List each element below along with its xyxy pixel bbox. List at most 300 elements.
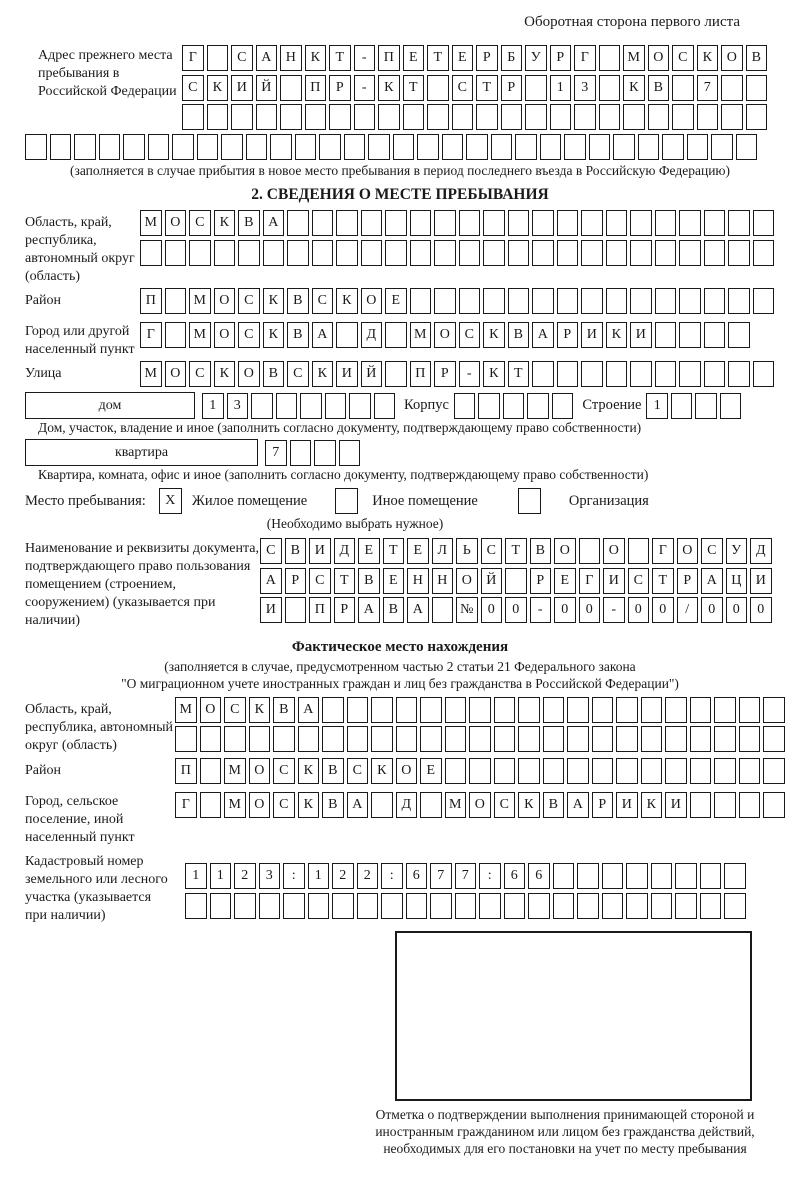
grid-cell[interactable] [231,104,253,130]
grid-cell[interactable]: О [200,697,222,723]
grid-cell[interactable] [728,361,750,387]
grid-cell[interactable]: С [287,361,309,387]
grid-cell[interactable] [459,240,481,266]
grid-cell[interactable]: В [530,538,552,564]
grid-cell[interactable] [256,104,278,130]
grid-cell[interactable] [200,726,222,752]
grid-cell[interactable]: Г [579,568,601,594]
grid-cell[interactable]: 0 [628,597,650,623]
grid-cell[interactable] [295,134,317,160]
grid-cell[interactable] [714,726,736,752]
grid-cell[interactable] [724,863,746,889]
grid-cell[interactable] [721,75,743,101]
grid-cell[interactable] [550,104,572,130]
grid-cell[interactable] [655,288,677,314]
grid-cell[interactable] [361,240,383,266]
grid-cell[interactable] [483,240,505,266]
grid-cell[interactable]: К [305,45,327,71]
grid-cell[interactable] [589,134,611,160]
grid-cell[interactable] [630,361,652,387]
grid-cell[interactable]: 0 [554,597,576,623]
grid-cell[interactable]: Е [420,758,442,784]
grid-cell[interactable] [746,104,768,130]
grid-cell[interactable]: В [508,322,530,348]
grid-cell[interactable] [704,288,726,314]
grid-cell[interactable] [393,134,415,160]
grid-cell[interactable]: К [207,75,229,101]
grid-cell[interactable]: О [469,792,491,818]
grid-cell[interactable] [200,792,222,818]
grid-cell[interactable] [675,863,697,889]
grid-cell[interactable]: Й [361,361,383,387]
grid-cell[interactable] [494,697,516,723]
grid-cell[interactable]: И [260,597,282,623]
grid-cell[interactable] [200,758,222,784]
grid-cell[interactable]: Е [407,538,429,564]
grid-cell[interactable] [336,240,358,266]
grid-cell[interactable]: О [648,45,670,71]
grid-cell[interactable] [357,893,379,919]
grid-cell[interactable] [459,210,481,236]
grid-cell[interactable]: Л [432,538,454,564]
grid-cell[interactable]: К [378,75,400,101]
grid-cell[interactable] [518,758,540,784]
grid-cell[interactable]: В [358,568,380,594]
grid-cell[interactable] [214,240,236,266]
grid-cell[interactable] [347,697,369,723]
grid-cell[interactable] [690,726,712,752]
grid-cell[interactable]: К [483,361,505,387]
grid-cell[interactable] [557,288,579,314]
grid-cell[interactable]: О [249,758,271,784]
grid-cell[interactable]: Н [407,568,429,594]
house-type-box[interactable]: дом [25,392,195,419]
grid-cell[interactable] [354,104,376,130]
grid-cell[interactable]: 0 [701,597,723,623]
grid-cell[interactable] [452,104,474,130]
grid-cell[interactable] [420,697,442,723]
grid-cell[interactable] [381,893,403,919]
grid-cell[interactable] [687,134,709,160]
grid-cell[interactable]: К [623,75,645,101]
grid-cell[interactable] [339,440,361,466]
grid-cell[interactable] [675,893,697,919]
grid-cell[interactable]: Р [530,568,552,594]
grid-cell[interactable] [567,726,589,752]
grid-cell[interactable] [711,134,733,160]
grid-cell[interactable]: К [298,792,320,818]
grid-cell[interactable] [479,893,501,919]
grid-cell[interactable] [739,758,761,784]
grid-cell[interactable] [336,210,358,236]
checkbox-residential[interactable]: X [159,488,182,514]
grid-cell[interactable] [704,361,726,387]
grid-cell[interactable]: Г [574,45,596,71]
grid-cell[interactable]: 0 [481,597,503,623]
grid-cell[interactable] [50,134,72,160]
grid-cell[interactable] [648,104,670,130]
grid-cell[interactable]: Р [501,75,523,101]
grid-cell[interactable] [552,393,574,419]
grid-cell[interactable]: А [532,322,554,348]
grid-cell[interactable]: Й [481,568,503,594]
grid-cell[interactable] [445,697,467,723]
grid-cell[interactable] [504,893,526,919]
grid-cell[interactable] [417,134,439,160]
grid-cell[interactable] [736,134,758,160]
grid-cell[interactable] [626,863,648,889]
grid-cell[interactable] [224,726,246,752]
grid-cell[interactable] [763,758,785,784]
grid-cell[interactable]: К [483,322,505,348]
grid-cell[interactable]: - [603,597,625,623]
grid-cell[interactable]: И [630,322,652,348]
grid-cell[interactable] [347,726,369,752]
grid-cell[interactable] [300,393,322,419]
grid-cell[interactable]: Н [280,45,302,71]
grid-cell[interactable] [287,240,309,266]
grid-cell[interactable] [290,440,312,466]
grid-cell[interactable] [325,393,347,419]
grid-cell[interactable] [662,134,684,160]
grid-cell[interactable]: П [309,597,331,623]
grid-cell[interactable]: Ц [726,568,748,594]
grid-cell[interactable]: С [701,538,723,564]
grid-cell[interactable] [466,134,488,160]
grid-cell[interactable] [491,134,513,160]
grid-cell[interactable] [567,697,589,723]
grid-cell[interactable] [739,726,761,752]
grid-cell[interactable] [298,726,320,752]
grid-cell[interactable] [469,697,491,723]
grid-cell[interactable]: О [603,538,625,564]
checkbox-organization[interactable] [518,488,541,514]
grid-cell[interactable]: С [628,568,650,594]
grid-cell[interactable] [197,134,219,160]
grid-cell[interactable] [251,393,273,419]
grid-cell[interactable]: К [214,361,236,387]
grid-cell[interactable] [172,134,194,160]
grid-cell[interactable] [74,134,96,160]
grid-cell[interactable]: Т [334,568,356,594]
grid-cell[interactable] [557,361,579,387]
grid-cell[interactable]: А [256,45,278,71]
grid-cell[interactable]: А [347,792,369,818]
grid-cell[interactable]: 1 [308,863,330,889]
grid-cell[interactable] [478,393,500,419]
grid-cell[interactable] [234,893,256,919]
grid-cell[interactable]: Т [383,538,405,564]
grid-cell[interactable]: О [677,538,699,564]
grid-cell[interactable] [543,758,565,784]
grid-cell[interactable]: Р [592,792,614,818]
grid-cell[interactable] [148,134,170,160]
grid-cell[interactable]: К [606,322,628,348]
grid-cell[interactable]: С [459,322,481,348]
grid-cell[interactable]: И [581,322,603,348]
grid-cell[interactable]: Т [652,568,674,594]
grid-cell[interactable] [525,75,547,101]
grid-cell[interactable]: Г [652,538,674,564]
grid-cell[interactable]: 3 [574,75,596,101]
grid-cell[interactable] [140,240,162,266]
grid-cell[interactable] [312,240,334,266]
grid-cell[interactable]: П [410,361,432,387]
grid-cell[interactable]: 0 [579,597,601,623]
grid-cell[interactable] [630,210,652,236]
grid-cell[interactable] [753,361,775,387]
grid-cell[interactable] [630,288,652,314]
checkbox-other-premises[interactable] [335,488,358,514]
grid-cell[interactable] [672,75,694,101]
grid-cell[interactable] [314,440,336,466]
grid-cell[interactable] [728,240,750,266]
grid-cell[interactable]: К [371,758,393,784]
grid-cell[interactable] [655,322,677,348]
grid-cell[interactable]: № [456,597,478,623]
grid-cell[interactable] [623,104,645,130]
grid-cell[interactable]: 0 [505,597,527,623]
grid-cell[interactable] [221,134,243,160]
grid-cell[interactable] [679,361,701,387]
grid-cell[interactable] [508,240,530,266]
grid-cell[interactable]: С [273,758,295,784]
grid-cell[interactable]: С [672,45,694,71]
grid-cell[interactable] [679,210,701,236]
grid-cell[interactable] [434,240,456,266]
grid-cell[interactable]: 0 [726,597,748,623]
grid-cell[interactable] [349,393,371,419]
grid-cell[interactable] [371,697,393,723]
grid-cell[interactable] [679,240,701,266]
grid-cell[interactable]: О [434,322,456,348]
grid-cell[interactable] [581,210,603,236]
grid-cell[interactable]: А [358,597,380,623]
grid-cell[interactable] [714,697,736,723]
grid-cell[interactable] [427,104,449,130]
grid-cell[interactable] [329,104,351,130]
grid-cell[interactable]: Д [396,792,418,818]
grid-cell[interactable]: Ь [456,538,478,564]
grid-cell[interactable] [403,104,425,130]
grid-cell[interactable]: Й [256,75,278,101]
grid-cell[interactable] [483,288,505,314]
grid-cell[interactable]: Е [383,568,405,594]
grid-cell[interactable] [641,758,663,784]
grid-cell[interactable] [606,361,628,387]
grid-cell[interactable]: С [231,45,253,71]
grid-cell[interactable]: К [697,45,719,71]
grid-cell[interactable]: В [285,538,307,564]
grid-cell[interactable]: 1 [210,863,232,889]
grid-cell[interactable] [305,104,327,130]
grid-cell[interactable] [287,210,309,236]
grid-cell[interactable]: В [322,758,344,784]
grid-cell[interactable] [445,758,467,784]
grid-cell[interactable]: В [322,792,344,818]
grid-cell[interactable] [672,104,694,130]
grid-cell[interactable] [616,758,638,784]
grid-cell[interactable]: К [298,758,320,784]
grid-cell[interactable] [602,863,624,889]
grid-cell[interactable]: В [287,288,309,314]
grid-cell[interactable]: Е [452,45,474,71]
grid-cell[interactable]: О [554,538,576,564]
grid-cell[interactable]: И [336,361,358,387]
grid-cell[interactable] [532,288,554,314]
grid-cell[interactable] [336,322,358,348]
grid-cell[interactable] [273,726,295,752]
grid-cell[interactable] [445,726,467,752]
grid-cell[interactable]: 3 [227,393,249,419]
grid-cell[interactable]: 6 [406,863,428,889]
grid-cell[interactable]: К [641,792,663,818]
grid-cell[interactable] [469,758,491,784]
grid-cell[interactable] [655,240,677,266]
grid-cell[interactable] [577,863,599,889]
grid-cell[interactable]: 7 [265,440,287,466]
grid-cell[interactable]: 2 [332,863,354,889]
grid-cell[interactable] [581,240,603,266]
grid-cell[interactable] [378,104,400,130]
grid-cell[interactable]: У [525,45,547,71]
grid-cell[interactable] [690,758,712,784]
grid-cell[interactable] [165,240,187,266]
grid-cell[interactable]: Т [403,75,425,101]
grid-cell[interactable]: 7 [430,863,452,889]
grid-cell[interactable]: 1 [550,75,572,101]
grid-cell[interactable] [704,240,726,266]
grid-cell[interactable]: Т [427,45,449,71]
grid-cell[interactable]: Р [329,75,351,101]
grid-cell[interactable] [651,863,673,889]
grid-cell[interactable] [420,726,442,752]
grid-cell[interactable] [665,726,687,752]
grid-cell[interactable] [655,361,677,387]
grid-cell[interactable]: - [459,361,481,387]
grid-cell[interactable]: В [273,697,295,723]
grid-cell[interactable]: А [260,568,282,594]
grid-cell[interactable] [581,288,603,314]
grid-cell[interactable] [665,758,687,784]
grid-cell[interactable] [410,210,432,236]
grid-cell[interactable]: У [726,538,748,564]
grid-cell[interactable]: А [312,322,334,348]
grid-cell[interactable]: 1 [646,393,668,419]
grid-cell[interactable] [505,568,527,594]
grid-cell[interactable] [606,288,628,314]
grid-cell[interactable] [763,792,785,818]
grid-cell[interactable]: О [396,758,418,784]
grid-cell[interactable]: П [175,758,197,784]
grid-cell[interactable] [442,134,464,160]
grid-cell[interactable] [508,288,530,314]
grid-cell[interactable] [99,134,121,160]
grid-cell[interactable]: Д [334,538,356,564]
grid-cell[interactable] [210,893,232,919]
grid-cell[interactable]: Р [550,45,572,71]
grid-cell[interactable] [579,538,601,564]
grid-cell[interactable] [430,893,452,919]
grid-cell[interactable]: С [238,288,260,314]
grid-cell[interactable] [165,288,187,314]
grid-cell[interactable] [651,893,673,919]
grid-cell[interactable] [671,393,693,419]
grid-cell[interactable]: С [452,75,474,101]
grid-cell[interactable] [532,240,554,266]
grid-cell[interactable]: 7 [455,863,477,889]
grid-cell[interactable]: О [165,210,187,236]
grid-cell[interactable] [410,240,432,266]
grid-cell[interactable]: Д [361,322,383,348]
grid-cell[interactable] [406,893,428,919]
grid-cell[interactable]: Т [476,75,498,101]
grid-cell[interactable] [207,104,229,130]
grid-cell[interactable]: К [518,792,540,818]
grid-cell[interactable] [459,288,481,314]
grid-cell[interactable] [123,134,145,160]
grid-cell[interactable]: А [567,792,589,818]
grid-cell[interactable] [753,288,775,314]
grid-cell[interactable] [720,393,742,419]
grid-cell[interactable]: М [175,697,197,723]
grid-cell[interactable] [599,75,621,101]
grid-cell[interactable]: С [494,792,516,818]
grid-cell[interactable] [714,758,736,784]
grid-cell[interactable] [630,240,652,266]
grid-cell[interactable]: А [263,210,285,236]
grid-cell[interactable] [700,863,722,889]
grid-cell[interactable]: М [445,792,467,818]
grid-cell[interactable] [704,322,726,348]
grid-cell[interactable] [532,361,554,387]
grid-cell[interactable] [483,210,505,236]
grid-cell[interactable] [724,893,746,919]
grid-cell[interactable]: И [665,792,687,818]
grid-cell[interactable]: Р [434,361,456,387]
grid-cell[interactable] [515,134,537,160]
grid-cell[interactable]: С [224,697,246,723]
grid-cell[interactable] [728,210,750,236]
grid-cell[interactable] [763,726,785,752]
grid-cell[interactable] [270,134,292,160]
grid-cell[interactable]: С [312,288,334,314]
grid-cell[interactable]: М [140,210,162,236]
grid-cell[interactable] [518,726,540,752]
grid-cell[interactable]: К [263,322,285,348]
grid-cell[interactable]: Г [140,322,162,348]
grid-cell[interactable]: П [305,75,327,101]
grid-cell[interactable] [739,697,761,723]
grid-cell[interactable] [432,597,454,623]
grid-cell[interactable] [606,240,628,266]
grid-cell[interactable]: М [189,322,211,348]
grid-cell[interactable]: Н [432,568,454,594]
grid-cell[interactable] [581,361,603,387]
grid-cell[interactable] [567,758,589,784]
grid-cell[interactable] [385,240,407,266]
grid-cell[interactable] [655,210,677,236]
grid-cell[interactable] [700,893,722,919]
grid-cell[interactable]: В [263,361,285,387]
grid-cell[interactable]: М [224,758,246,784]
grid-cell[interactable] [690,697,712,723]
grid-cell[interactable]: А [407,597,429,623]
grid-cell[interactable] [763,697,785,723]
grid-cell[interactable] [638,134,660,160]
grid-cell[interactable] [469,726,491,752]
grid-cell[interactable] [508,210,530,236]
